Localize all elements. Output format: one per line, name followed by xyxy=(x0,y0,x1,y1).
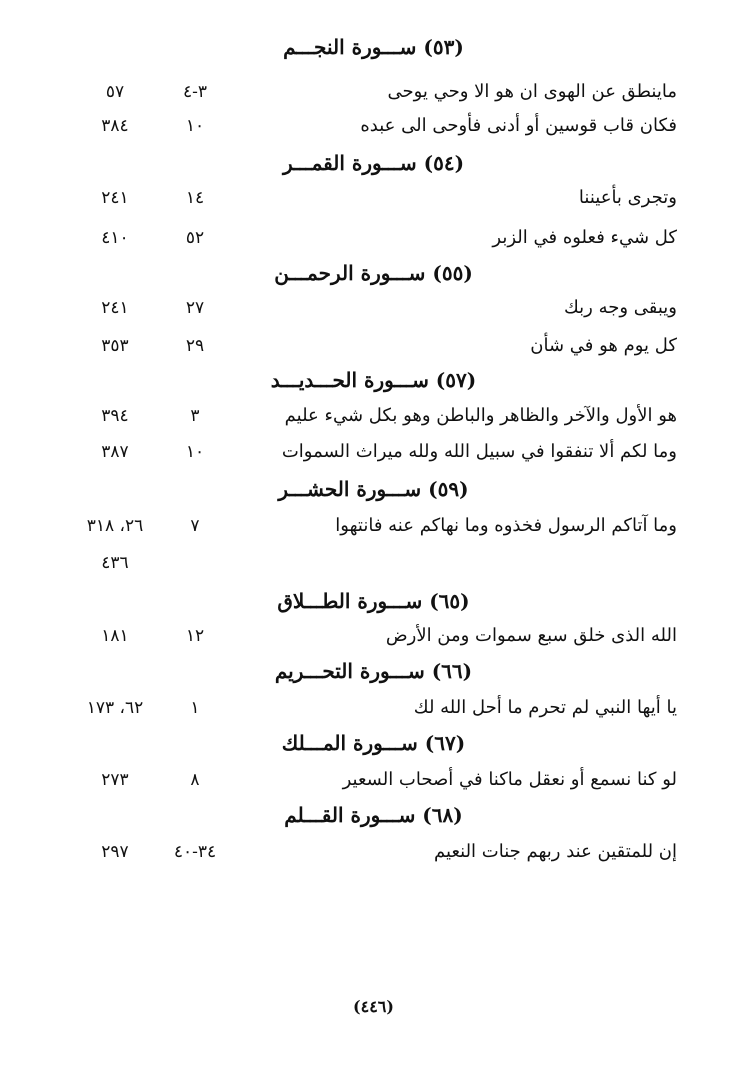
verse-text: ماينطق عن الهوى ان هو الا وحي يوحى xyxy=(387,81,677,102)
page-reference: ٥٧ xyxy=(105,82,125,102)
page-reference: ٣٩٤ xyxy=(101,406,129,426)
verse-text: وما لكم ألا تنفقوا في سبيل الله ولله ميراث السموات xyxy=(281,441,677,462)
index-row xyxy=(0,836,747,868)
surah-heading: (٦٨) ســـورة القـــلم xyxy=(284,803,463,827)
ayah-number: ٨ xyxy=(190,770,200,790)
page-number: (٤٤٦) xyxy=(353,997,394,1016)
surah-heading: (٥٥) ســـورة الرحمـــن xyxy=(274,261,473,285)
index-row xyxy=(0,620,747,652)
index-row xyxy=(0,400,747,432)
ayah-number: ٣ xyxy=(190,406,200,426)
verse-text: كل يوم هو في شأن xyxy=(530,335,677,356)
ayah-number: ١٢ xyxy=(185,626,205,646)
verse-text: هو الأول والآخر والظاهر والباطن وهو بكل شيء عليم xyxy=(284,405,677,426)
page-reference: ٢٤١ xyxy=(101,298,129,318)
ayah-number: ١ xyxy=(190,698,200,718)
verse-text: كل شيء فعلوه في الزبر xyxy=(492,227,677,248)
ayah-number: ٣٤-٤٠ xyxy=(173,842,217,862)
ayah-number: ١٤ xyxy=(185,188,205,208)
verse-text: ويبقى وجه ربك xyxy=(563,297,677,318)
index-row xyxy=(0,330,747,362)
verse-text: الله الذى خلق سبع سموات ومن الأرض xyxy=(385,625,677,646)
verse-text: إن للمتقين عند ربهم جنات النعيم xyxy=(434,841,677,862)
page-reference: ٢٦، ٣١٨ xyxy=(86,516,144,536)
surah-heading: (٦٦) ســـورة التحـــريم xyxy=(274,659,473,683)
surah-heading: (٦٧) ســـورة المـــلك xyxy=(281,731,466,755)
ayah-number: ٢٧ xyxy=(185,298,205,318)
surah-heading: (٥٩) ســـورة الحشـــر xyxy=(278,477,469,501)
index-row xyxy=(0,510,747,542)
page-reference-continued: ٤٣٦ xyxy=(101,553,129,573)
surah-heading: (٥٤) ســـورة القمـــر xyxy=(282,151,465,175)
page-reference: ٢٤١ xyxy=(101,188,129,208)
verse-text: لو كنا نسمع أو نعقل ماكنا في أصحاب السعير xyxy=(342,769,677,790)
ayah-number: ١٠ xyxy=(185,442,205,462)
ayah-number: ٣-٤ xyxy=(182,82,208,102)
verse-text: وتجرى بأعيننا xyxy=(578,187,677,208)
ayah-number: ٢٩ xyxy=(185,336,205,356)
page-reference: ٣٨٤ xyxy=(101,116,129,136)
page-reference: ٢٧٣ xyxy=(101,770,129,790)
page-reference: ٢٩٧ xyxy=(101,842,129,862)
index-row xyxy=(0,436,747,468)
page-reference: ٣٨٧ xyxy=(101,442,129,462)
page-reference: ١٨١ xyxy=(101,626,129,646)
page-reference: ٣٥٣ xyxy=(101,336,129,356)
ayah-number: ٥٢ xyxy=(185,228,205,248)
index-row xyxy=(0,76,747,108)
index-row xyxy=(0,182,747,214)
surah-heading: (٦٥) ســـورة الطـــلاق xyxy=(277,589,470,613)
verse-text: فكان قاب قوسين أو أدنى فأوحى الى عبده xyxy=(360,115,677,136)
verse-text: وما آتاكم الرسول فخذوه وما نهاكم عنه فانتهوا xyxy=(335,515,677,536)
index-row xyxy=(0,764,747,796)
surah-heading: (٥٧) ســـورة الحـــديـــد xyxy=(270,368,477,392)
ayah-number: ١٠ xyxy=(185,116,205,136)
surah-heading: (٥٣) ســـورة النجـــم xyxy=(283,35,464,59)
index-row xyxy=(0,692,747,724)
verse-text: يا أيها النبي لم تحرم ما أحل الله لك xyxy=(413,697,677,718)
ayah-number: ٧ xyxy=(190,516,200,536)
page-reference: ٦٢، ١٧٣ xyxy=(86,698,144,718)
index-row xyxy=(0,222,747,254)
page-reference: ٤١٠ xyxy=(101,228,129,248)
index-row xyxy=(0,110,747,142)
index-row xyxy=(0,292,747,324)
